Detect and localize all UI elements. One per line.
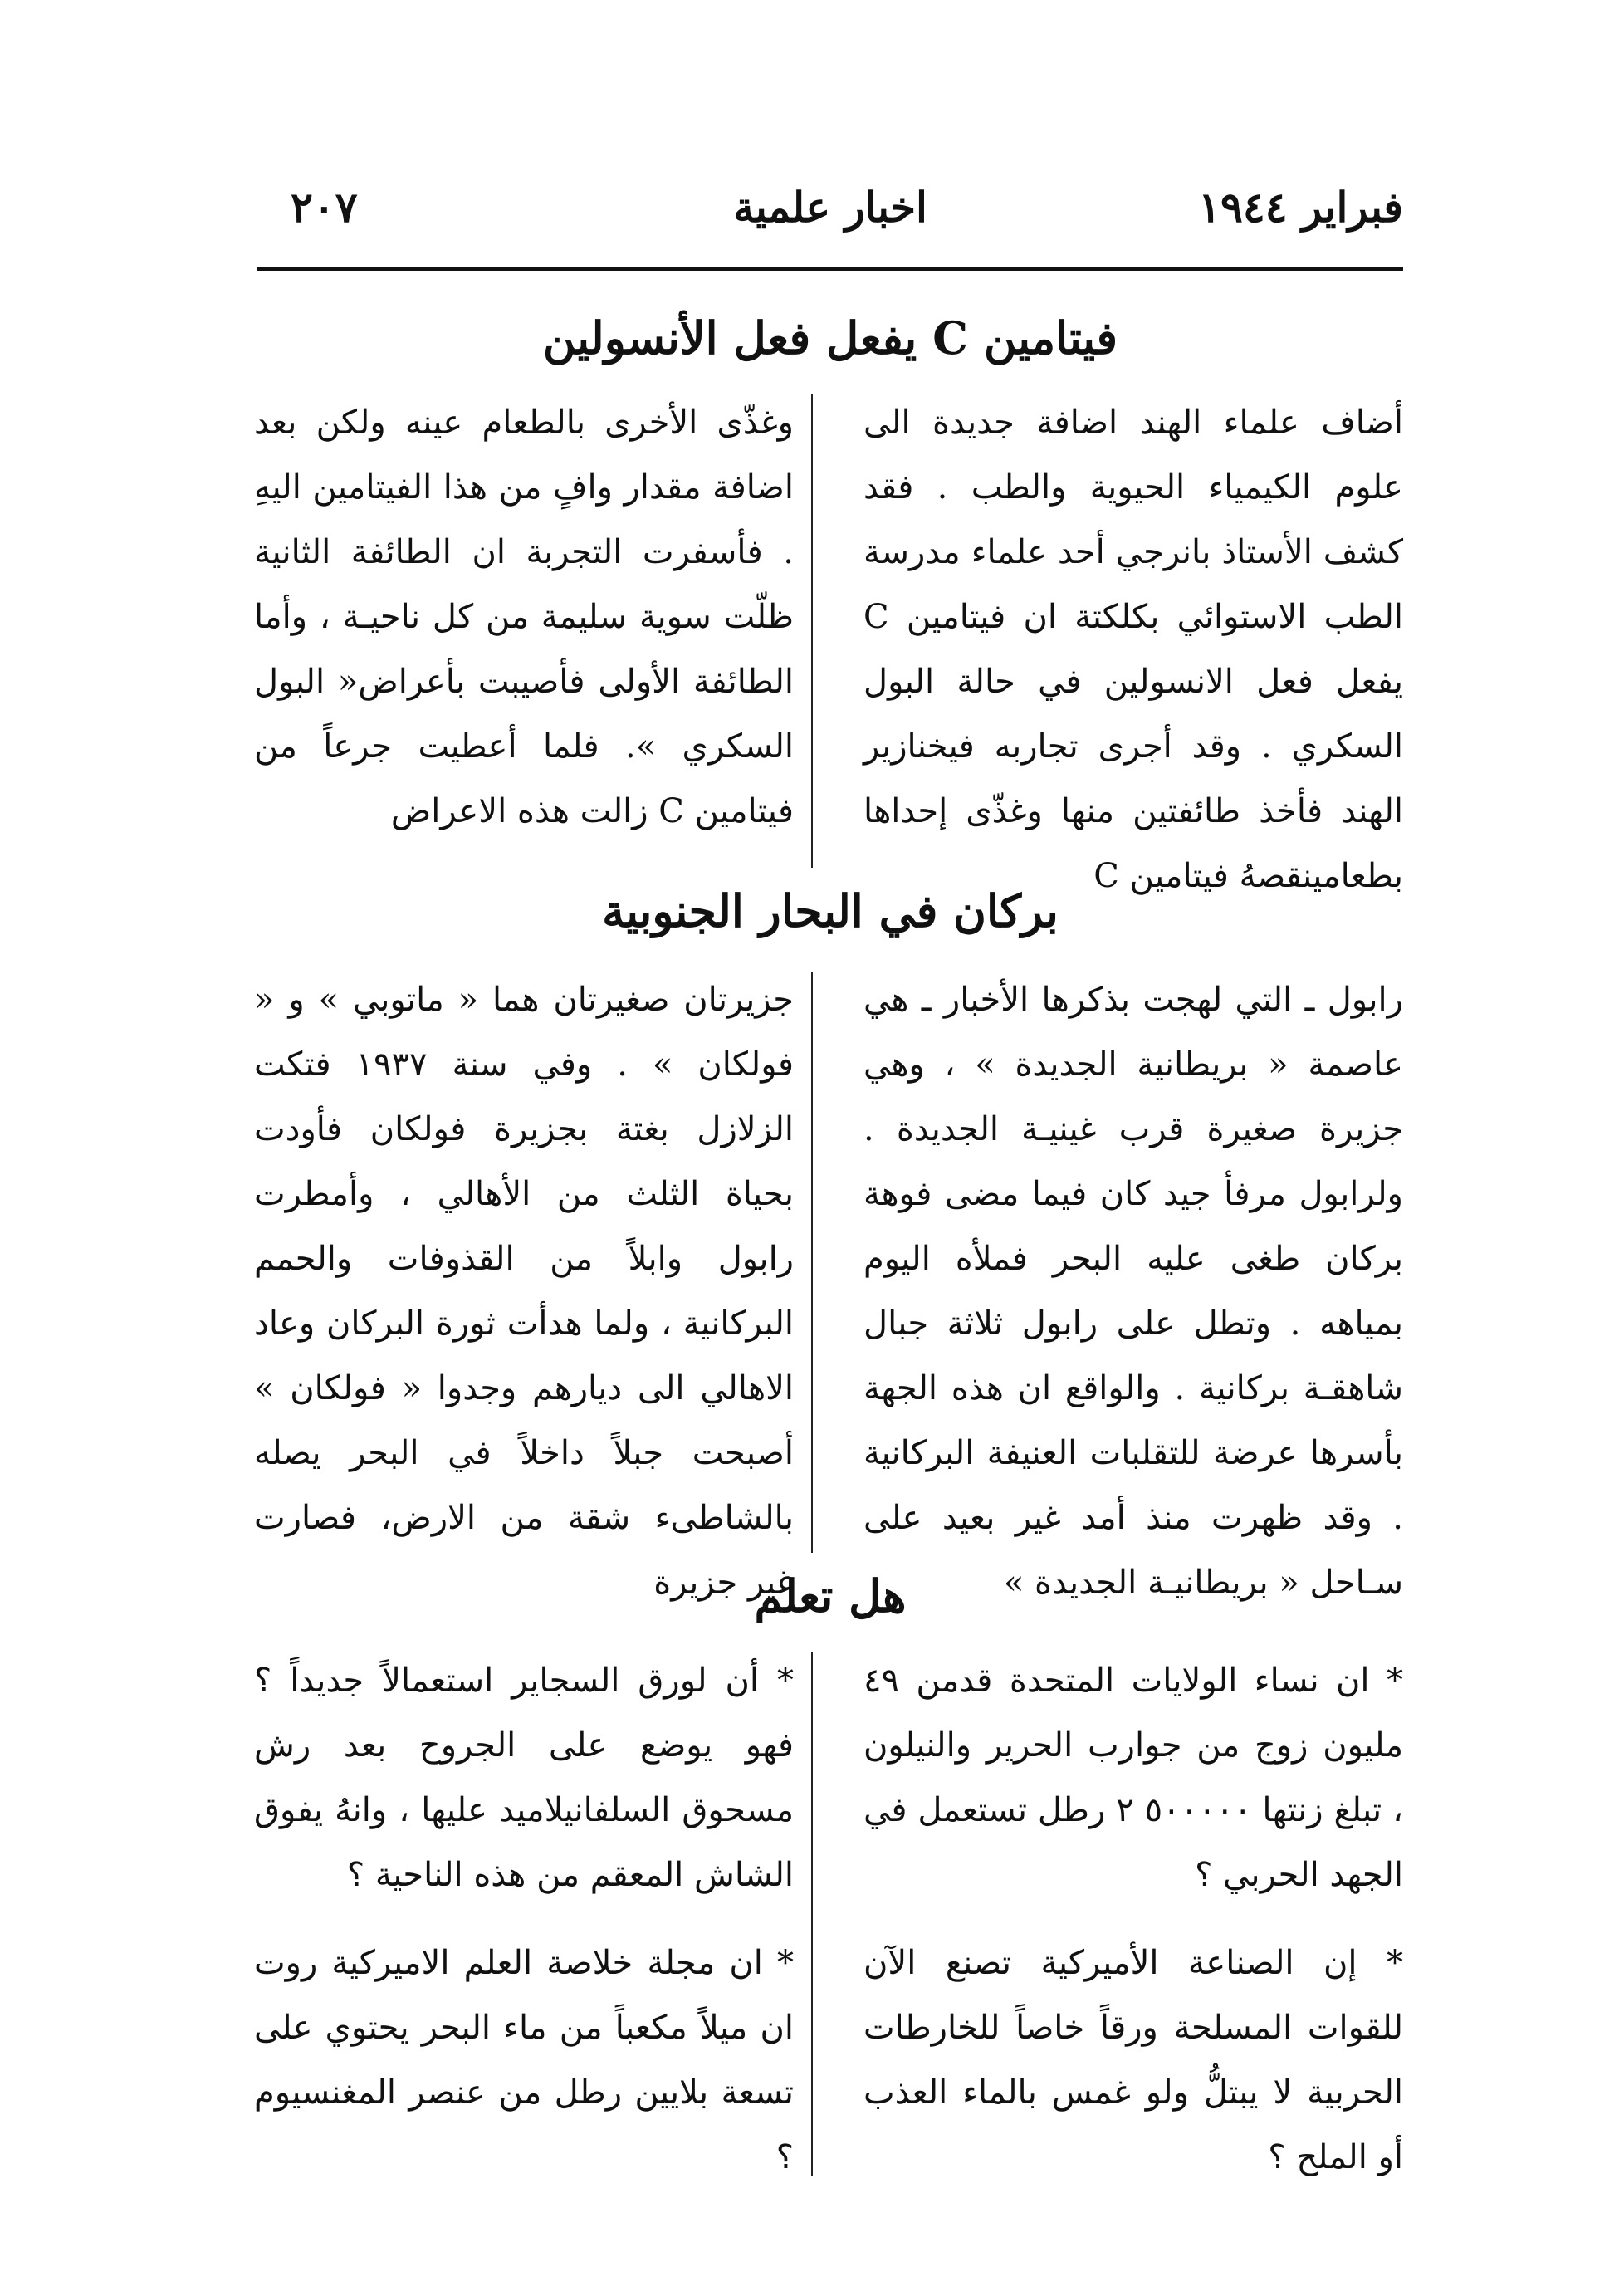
article-title-volcano: بركان في البحار الجنوبية [602, 884, 1059, 937]
article-did-you-know-left-column [254, 1648, 794, 2213]
article-title-vitamin-c: فيتامين C يفعل فعل الأنسولين [542, 311, 1118, 365]
paragraph: جزيرتان صغيرتان هما « ماتوبي » و « فولكان » . وفي سنة ١٩٣٧ فتكت الزلازل بغتة بجزيرة فولكان فأودت بحياة الثلث من الأهالي ، وأمطرت رابول وابلاً من القذوفات والحمم البركانية ، ولما هدأت ثورة البركان وعاد الاهالي الى ديارهم وجدوا « فولكان » أصبحت جبلاً داخلاً في البحر يصله بالشاطىء شقة من الارض، فصارت غير جزيرة [254, 981, 794, 1602]
article-title-did-you-know: هل تعلم [754, 1569, 907, 1623]
article-volcano-right-column [863, 967, 1403, 1638]
header-divider [257, 267, 1403, 271]
page-number: ٢٠٧ [291, 183, 358, 232]
paragraph: * إن الصناعة الأميركية تصنع الآن للقوات المسلحة ورقاً خاصاً للخارطات الحربية لا يبتلُّ ولو غمس بالماء العذب أو الملح ؟ [863, 1944, 1403, 2176]
running-header [257, 166, 1403, 257]
column-divider [811, 1652, 813, 2176]
article-vitamin-c-left-column [254, 390, 794, 867]
article-volcano-left-column [254, 967, 794, 1638]
column-divider [811, 972, 813, 1553]
paragraph: * ان نساء الولايات المتحدة قدمن ٤٩ مليون زوج من جوارب الحرير والنيلون ، تبلغ زنتها ٥٠٠٠٠٠ ٢ رطل تستعمل في الجهد الحربي ؟ [863, 1662, 1404, 1894]
article-did-you-know-right-column [863, 1648, 1403, 2213]
header-section-title: اخبار علمية [733, 183, 927, 232]
paragraph: رابول ـ التي لهجت بذكرها الأخبار ـ هي عاصمة « بريطانية الجديدة » ، وهي جزيرة صغيرة قرب غينيـة الجديدة . ولرابول مرفأ جيد كان فيما مضى فوهة بركان طغى عليه البحر فملأه اليوم بمياهه . وتطل على رابول ثلاثة جبال شاهقـة بركانية . والواقع ان هذه الجهة بأسرها عرضة للتقلبات العنيفة البركانية . وقد ظهرت منذ أمد غير بعيد على سـاحل « بريطانيـة الجديدة » [863, 981, 1403, 1602]
paragraph: * أن لورق السجاير استعمالاً جديداً ؟ فهو يوضع على الجروح بعد رش مسحوق السلفانيلاميد عليها ، وانهُ يفوق الشاش المعقم من هذه الناحية ؟ [254, 1662, 794, 1894]
article-vitamin-c-right-column [863, 390, 1403, 932]
paragraph: وغذّى الأخرى بالطعام عينه ولكن بعد اضافة مقدار وافٍ من هذا الفيتامين اليهِ . فأسفرت التجربة ان الطائفة الثانية ظلّت سوية سليمة من كل ناحيـة ، وأما الطائفة الأولى فأصيبت بأعراض« البول السكري ». فلما أعطيت جرعاً من فيتامين C زالت هذه الاعراض [254, 404, 794, 830]
paragraph: أضاف علماء الهند اضافة جديدة الى علوم الكيمياء الحيوية والطب . فقد كشف الأستاذ بانرجي أحد علماء مدرسة الطب الاستوائي بكلكتة ان فيتامين C يفعل فعل الانسولين في حالة البول السكري . وقد أجرى تجاربه فيخنازير الهند فأخذ طائفتين منها وغذّى إحداها بطعامينقصهُ فيتامين C [863, 404, 1403, 895]
column-divider [811, 394, 813, 868]
paragraph: * ان مجلة خلاصة العلم الاميركية روت ان ميلاً مكعباً من ماء البحر يحتوي على تسعة بلايين رطل من عنصر المغنسيوم ؟ [254, 1944, 794, 2176]
header-date: فبراير ١٩٤٤ [1198, 183, 1403, 232]
